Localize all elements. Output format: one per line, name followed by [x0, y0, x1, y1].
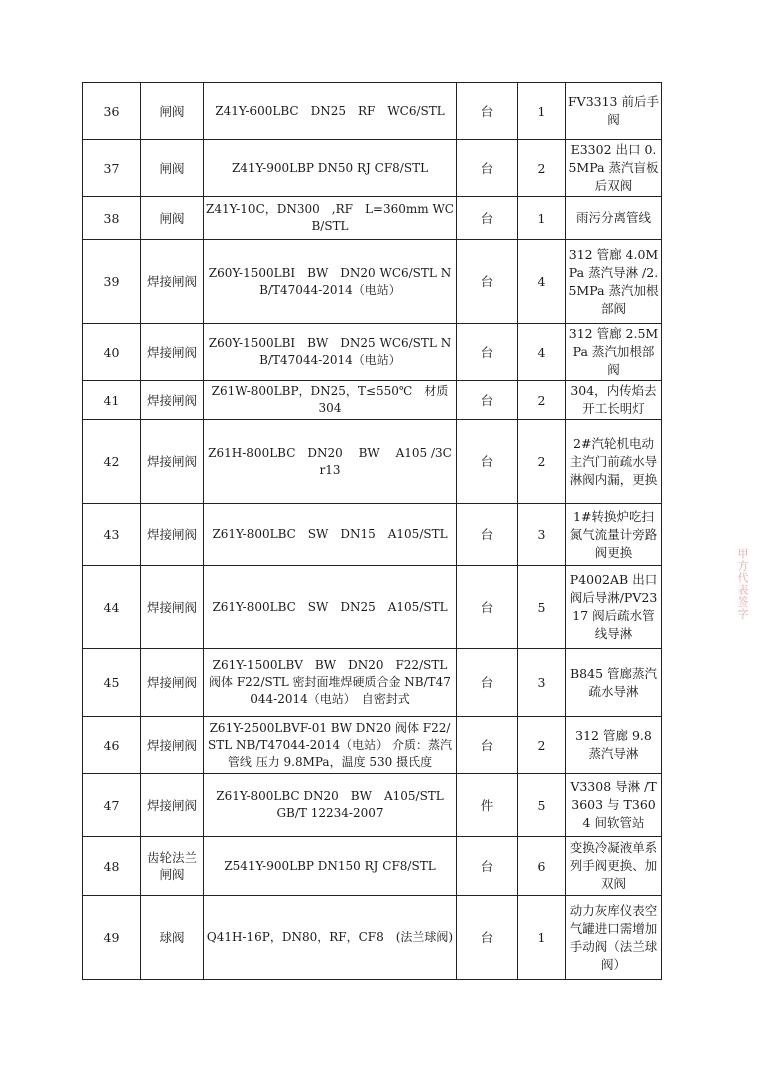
item-remark: FV3313 前后手阀 — [566, 83, 662, 140]
item-unit: 台 — [457, 896, 518, 980]
item-name: 焊接闸阀 — [141, 420, 204, 504]
item-remark: E3302 出口 0.5MPa 蒸汽盲板后双阀 — [566, 140, 662, 197]
item-unit: 台 — [457, 83, 518, 140]
item-qty: 4 — [518, 324, 566, 381]
item-name: 闸阀 — [141, 140, 204, 197]
item-remark: 1#转换炉吃扫氮气流量计旁路阀更换 — [566, 504, 662, 566]
table-row — [83, 197, 662, 240]
table-row — [83, 837, 662, 896]
item-unit: 台 — [457, 324, 518, 381]
valve-list-table — [82, 82, 662, 980]
row-number: 41 — [83, 381, 141, 420]
table-row — [83, 324, 662, 381]
item-remark: 312 管廊 2.5MPa 蒸汽加根部阀 — [566, 324, 662, 381]
table-row — [83, 649, 662, 717]
row-number: 47 — [83, 774, 141, 837]
row-number: 40 — [83, 324, 141, 381]
item-unit: 件 — [457, 774, 518, 837]
row-number: 37 — [83, 140, 141, 197]
row-number: 48 — [83, 837, 141, 896]
row-number: 45 — [83, 649, 141, 717]
item-qty: 5 — [518, 566, 566, 649]
table-row — [83, 381, 662, 420]
item-spec: Z41Y-10C，DN300 ,RF L=360mm WCB/STL — [204, 197, 457, 240]
item-unit: 台 — [457, 717, 518, 774]
item-remark: P4002AB 出口阀后导淋/PV2317 阀后疏水管线导淋 — [566, 566, 662, 649]
item-name: 闸阀 — [141, 83, 204, 140]
row-number: 38 — [83, 197, 141, 240]
row-number: 39 — [83, 240, 141, 324]
item-qty: 3 — [518, 504, 566, 566]
item-spec: Z61Y-2500LBVF-01 BW DN20 阀体 F22/STL NB/T47044-2014（电站） 介质：蒸汽管线 压力 9.8MPa，温度 530 摄氏度 — [204, 717, 457, 774]
item-spec: Z61W-800LBP，DN25，T≤550℃ 材质 304 — [204, 381, 457, 420]
row-number: 49 — [83, 896, 141, 980]
row-number: 36 — [83, 83, 141, 140]
item-unit: 台 — [457, 566, 518, 649]
item-qty: 1 — [518, 197, 566, 240]
table-row — [83, 896, 662, 980]
side-signature-stamp: 甲方代表签字 — [736, 548, 749, 620]
item-unit: 台 — [457, 240, 518, 324]
item-qty: 6 — [518, 837, 566, 896]
table-row — [83, 83, 662, 140]
item-spec: Z61Y-800LBC SW DN25 A105/STL — [204, 566, 457, 649]
item-name: 焊接闸阀 — [141, 324, 204, 381]
item-unit: 台 — [457, 504, 518, 566]
item-remark: B845 管廊蒸汽疏水导淋 — [566, 649, 662, 717]
item-name: 焊接闸阀 — [141, 717, 204, 774]
item-name: 焊接闸阀 — [141, 504, 204, 566]
item-name: 球阀 — [141, 896, 204, 980]
item-remark: V3308 导淋 /T3603 与 T3604 间软管站 — [566, 774, 662, 837]
item-unit: 台 — [457, 197, 518, 240]
table-row — [83, 420, 662, 504]
item-name: 焊接闸阀 — [141, 774, 204, 837]
item-spec: Q41H-16P，DN80，RF，CF8 (法兰球阀) — [204, 896, 457, 980]
item-spec: Z61H-800LBC DN20 BW A105 /3Cr13 — [204, 420, 457, 504]
item-remark: 312 管廊 4.0MPa 蒸汽导淋 /2.5MPa 蒸汽加根部阀 — [566, 240, 662, 324]
item-remark: 312 管廊 9.8 蒸汽导淋 — [566, 717, 662, 774]
item-unit: 台 — [457, 140, 518, 197]
item-name: 焊接闸阀 — [141, 381, 204, 420]
item-spec: Z60Y-1500LBI BW DN20 WC6/STL NB/T47044-2014（电站） — [204, 240, 457, 324]
item-remark: 雨污分离管线 — [566, 197, 662, 240]
table-row — [83, 774, 662, 837]
item-remark: 变换冷凝液单系列手阀更换、加双阀 — [566, 837, 662, 896]
table-row — [83, 504, 662, 566]
row-number: 46 — [83, 717, 141, 774]
table-row — [83, 140, 662, 197]
item-qty: 5 — [518, 774, 566, 837]
item-qty: 3 — [518, 649, 566, 717]
item-spec: Z41Y-600LBC DN25 RF WC6/STL — [204, 83, 457, 140]
item-spec: Z61Y-1500LBV BW DN20 F22/STL 阀体 F22/STL 密封面堆焊硬质合金 NB/T47044-2014（电站） 自密封式 — [204, 649, 457, 717]
row-number: 42 — [83, 420, 141, 504]
table-row — [83, 240, 662, 324]
item-spec: Z60Y-1500LBI BW DN25 WC6/STL NB/T47044-2014（电站） — [204, 324, 457, 381]
item-qty: 2 — [518, 140, 566, 197]
item-qty: 2 — [518, 381, 566, 420]
item-spec: Z61Y-800LBC DN20 BW A105/STL GB/T 12234-2007 — [204, 774, 457, 837]
item-qty: 2 — [518, 717, 566, 774]
item-name: 焊接闸阀 — [141, 649, 204, 717]
item-qty: 1 — [518, 83, 566, 140]
item-qty: 4 — [518, 240, 566, 324]
table-row — [83, 717, 662, 774]
item-name: 焊接闸阀 — [141, 240, 204, 324]
item-remark: 304，内传焰去开工长明灯 — [566, 381, 662, 420]
item-remark: 动力灰库仪表空气罐进口需增加手动阀（法兰球阀） — [566, 896, 662, 980]
item-name: 闸阀 — [141, 197, 204, 240]
item-spec: Z41Y-900LBP DN50 RJ CF8/STL — [204, 140, 457, 197]
table-body — [83, 83, 662, 980]
item-unit: 台 — [457, 420, 518, 504]
item-unit: 台 — [457, 649, 518, 717]
item-spec: Z541Y-900LBP DN150 RJ CF8/STL — [204, 837, 457, 896]
row-number: 44 — [83, 566, 141, 649]
item-name: 焊接闸阀 — [141, 566, 204, 649]
table-row — [83, 566, 662, 649]
item-name: 齿轮法兰闸阀 — [141, 837, 204, 896]
item-unit: 台 — [457, 381, 518, 420]
item-unit: 台 — [457, 837, 518, 896]
item-qty: 2 — [518, 420, 566, 504]
item-qty: 1 — [518, 896, 566, 980]
row-number: 43 — [83, 504, 141, 566]
item-remark: 2#汽轮机电动主汽门前疏水导淋阀内漏，更换 — [566, 420, 662, 504]
item-spec: Z61Y-800LBC SW DN15 A105/STL — [204, 504, 457, 566]
